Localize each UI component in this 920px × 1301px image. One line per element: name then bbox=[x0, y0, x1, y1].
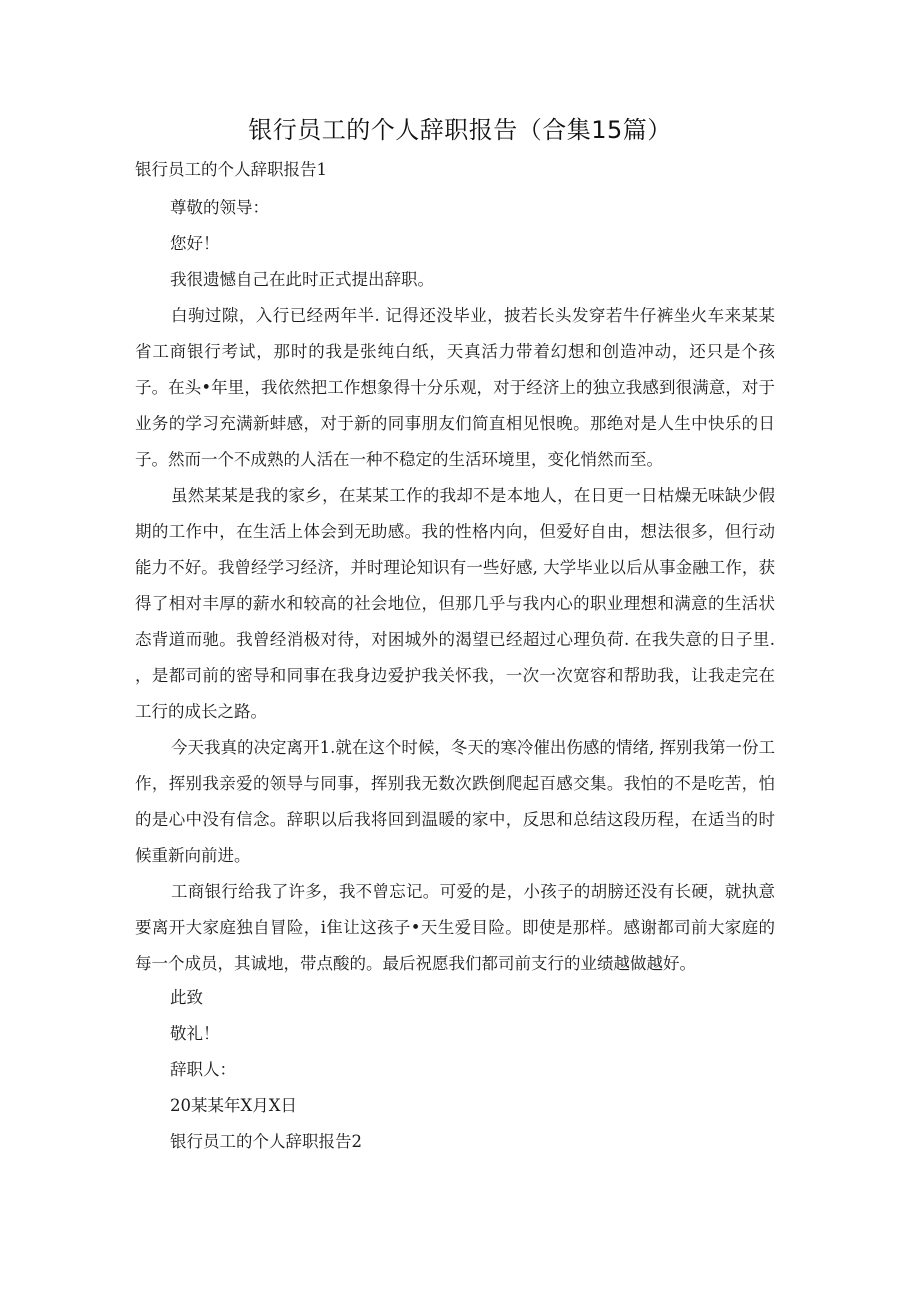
signature-label: 辞职人： bbox=[170, 1060, 236, 1079]
opening-sentence: 我很遗憾自己在此时正式提出辞职。 bbox=[170, 270, 434, 289]
greeting: 您好！ bbox=[170, 234, 220, 253]
section-heading-1: 银行员工的个人辞职报告1 bbox=[135, 160, 327, 179]
closing-line-1: 此致 bbox=[170, 988, 203, 1007]
body-paragraph-3: 今天我真的决定离开1.就在这个时候，冬天的寒冷催出伤感的情绪, 挥别我第一份工作，挥别我亲爱的领导与同事，挥别我无数次跌倒爬起百感交集。我怕的不是吃苦，怕的是心中没有信念。辞职以后我将回到温暖的家中，反思和总结这段历程，在适当的时候重新向前进。 bbox=[135, 738, 775, 865]
date-line: 20某某年X月X日 bbox=[170, 1096, 297, 1115]
salutation: 尊敬的领导： bbox=[170, 198, 269, 217]
document-title: 银行员工的个人辞职报告（合集15篇） bbox=[248, 116, 672, 144]
closing-line-2: 敬礼！ bbox=[170, 1024, 220, 1043]
section-heading-2: 银行员工的个人辞职报告2 bbox=[170, 1132, 362, 1151]
body-paragraph-4: 工商银行给我了许多，我不曾忘记。可爱的是，小孩子的胡膀还没有长硬，就执意要离开大家庭独自冒险，i隹让这孩子•天生爱目险。即使是那样。感谢都司前大家庭的每一个成员，其诚地，带点酸的。最后祝愿我们都司前支行的业绩越做越好。 bbox=[135, 882, 775, 973]
body-paragraph-1: 白驹过隙，入行已经两年半. 记得还没毕业，披若长头发穿若牛仔裤坐火车来某某省工商银行考试，那时的我是张纯白纸，天真活力带着幻想和创造冲动，还只是个孩子。在头•年里，我依然把工作想象得十分乐观，对于经济上的独立我感到很满意，对于业务的学习充满新蚌感，对于新的同事朋友们简直相见恨晚。那绝对是人生中快乐的日子。然而一个不成熟的人活在一种不稳定的生活环境里，变化悄然而至。 bbox=[135, 306, 775, 469]
body-paragraph-2: 虽然某某是我的家乡，在某某工作的我却不是本地人，在日更一日枯燥无味缺少假期的工作中，在生活上体会到无助感。我的性格内向，但爱好自由，想法很多，但行动能力不好。我曾经学习经济，并时理论知识有一些好感, 大学毕业以后从事金融工作，获得了相对丰厚的薪水和较高的社会地位，但那几乎与我内心的职业理想和满意的生活状态背道而驰。我曾经消极对待，对困城外的渴望已经超过心理负荷. 在我失意的日子里. ，是都司前的密导和同事在我身边爱护我关怀我，一次一次宽容和帮助我，让我走完在工行的成长之路。 bbox=[135, 486, 775, 721]
